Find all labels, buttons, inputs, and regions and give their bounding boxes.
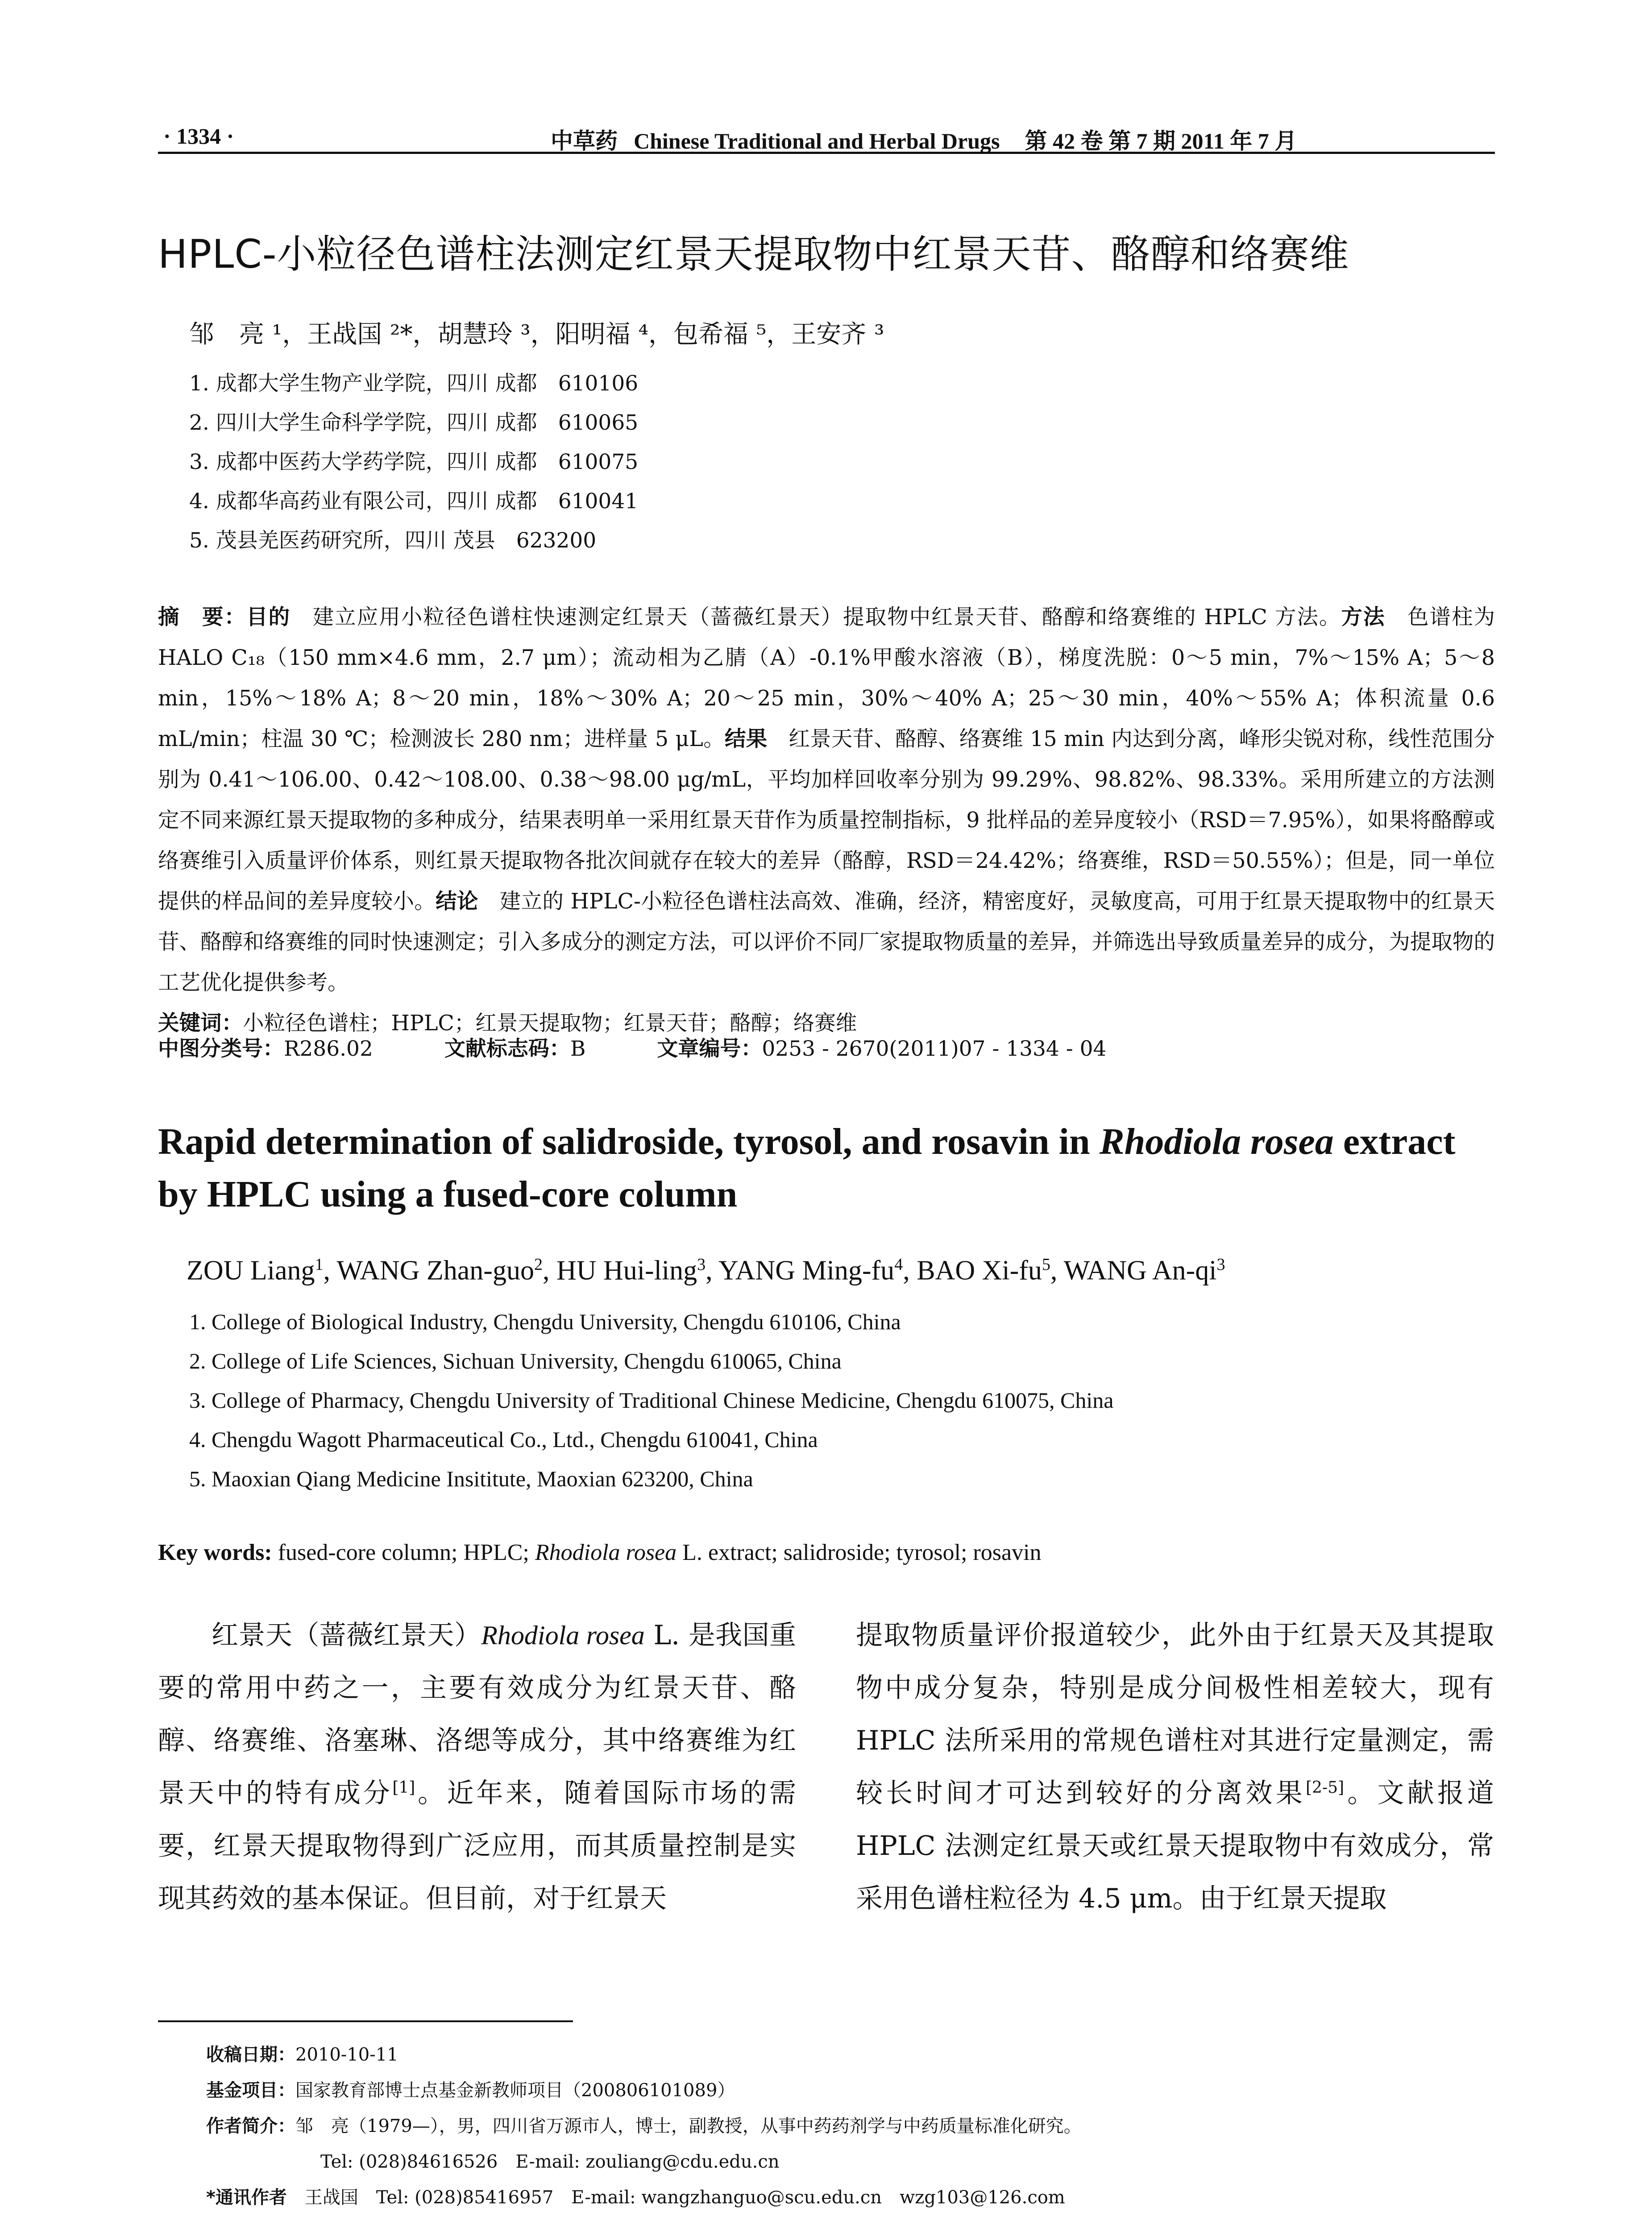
abstract-cn xyxy=(158,597,1495,1044)
title-cn: HPLC-小粒径色谱柱法测定红景天提取物中红景天苷、酪醇和络赛维 xyxy=(158,231,1349,277)
authors-cn: 邹 亮 ¹，王战国 ²*，胡慧玲 ³，阳明福 ⁴，包希福 ⁵，王安齐 ³ xyxy=(189,320,884,349)
clc-value: R286.02 xyxy=(284,1037,373,1061)
affiliation-cn: 3. 成都中医药大学药学院，四川 成都 610075 xyxy=(189,450,639,474)
issue-info: 第 42 卷 第 7 期 2011 年 7 月 xyxy=(1025,129,1297,153)
body-column-left xyxy=(158,1609,796,1925)
affiliation-en: 3. College of Pharmacy, Chengdu University of Traditional Chinese Medicine, Chengdu 610075, China xyxy=(189,1388,1114,1413)
affiliation-cn: 4. 成都华高药业有限公司，四川 成都 610041 xyxy=(189,489,639,514)
article-no-label: 文章编号： xyxy=(657,1037,762,1061)
author-name: HU Hui-ling xyxy=(556,1255,697,1286)
page-number: · 1334 · xyxy=(163,124,234,149)
title-en-part: Rapid determination of salidroside, tyrosol, and rosavin in xyxy=(158,1121,1100,1162)
keywords-cn-label: 关键词： xyxy=(158,1011,243,1036)
keywords-en-species: Rhodiola rosea xyxy=(535,1540,677,1565)
footnote-received xyxy=(206,2037,1082,2073)
footnote-text: 王战国 Tel: (028)85416957 E-mail: wangzhanguo@scu.edu.cn wzg103@126.com xyxy=(286,2187,1065,2208)
body-column-right xyxy=(856,1609,1494,1925)
author-name: WANG Zhan-guo xyxy=(336,1255,534,1286)
article-no-value: 0253 - 2670(2011)07 - 1334 - 04 xyxy=(762,1037,1107,1061)
affiliations-en xyxy=(189,1302,1113,1498)
footnote-label: 收稿日期： xyxy=(206,2044,295,2065)
footnote-label: *通讯作者 xyxy=(206,2187,287,2208)
running-header xyxy=(158,120,1495,155)
author-sup: 2 xyxy=(534,1255,543,1274)
footnotes xyxy=(206,2037,1082,2215)
title-en xyxy=(158,1116,1495,1221)
method-label: 方法 xyxy=(1341,605,1386,630)
author-sup: 1 xyxy=(315,1255,324,1274)
footnote-text: 邹 亮（1979—），男，四川省万源市人，博士，副教授，从事中药药剂学与中药质量标准化研究。 xyxy=(295,2116,1082,2136)
footnote-label: 作者简介： xyxy=(206,2116,295,2136)
authors-en: ZOU Liang$^1$, WANG Zhan-guo$^2$, HU Hui-ling$^3$, YANG Ming-$fu^4$, BAO $Xi-fu^5$, WANG $An-qi^3$ xyxy=(187,1255,1225,1286)
header-rule xyxy=(158,152,1495,154)
author-name: BAO Xi-fu xyxy=(917,1255,1042,1286)
title-en-species: Rhodiola rosea xyxy=(1099,1121,1334,1162)
author-sup: 3 xyxy=(1216,1255,1225,1274)
author-name: YANG Ming-fu xyxy=(718,1255,895,1286)
title-en-part: extract by HPLC using a fused-core column xyxy=(158,1121,1456,1215)
body-text: 。文献报道 HPLC 法测定红景天或红景天提取物中有效成分，常采用色谱柱粒径为 4.5 μm。由于红景天提取 xyxy=(856,1778,1494,1914)
keywords-en xyxy=(158,1539,1042,1566)
result-label: 结果 xyxy=(724,727,768,751)
author-name: WANG An-qi xyxy=(1063,1255,1217,1286)
affiliation-en: 4. Chengdu Wagott Pharmaceutical Co., Ltd., Chengdu 610041, China xyxy=(189,1427,818,1452)
purpose-label: 目的 xyxy=(246,605,291,630)
affiliations-cn xyxy=(189,364,638,560)
purpose-text: 建立应用小粒径色谱柱快速测定红景天（蔷薇红景天）提取物中红景天苷、酪醇和络赛维的 HPLC 方法。 xyxy=(291,605,1341,630)
affiliation-cn: 5. 茂县羌医药研究所，四川 茂县 623200 xyxy=(189,528,597,553)
citation: [1] xyxy=(392,1779,415,1797)
body-text: L. 是我国重要的常用中药之一，主要有效成分为红景天苷、酪醇、络赛维、洛塞琳、洛缌等成分，其中络赛维为红景天中的特有成分 xyxy=(158,1620,797,1809)
author-name: ZOU Liang xyxy=(187,1255,315,1286)
keywords-en-part: fused-core column; HPLC; xyxy=(272,1540,535,1565)
keywords-en-part: L. extract; salidroside; tyrosol; rosavin xyxy=(677,1540,1042,1565)
footnote-text: 国家教育部博士点基金新教师项目（200806101089） xyxy=(295,2080,735,2101)
doc-code-value: B xyxy=(570,1037,586,1061)
citation: [2-5] xyxy=(1305,1779,1345,1797)
method-text: 色谱柱为 HALO C₁₈（150 mm×4.6 mm，2.7 μm）；流动相为乙腈（A）-0.1%甲酸水溶液（B），梯度洗脱：0～5 min，7%～15% A；5～8 min，15%～18% A；8～20 min，18%～30% A；20～25 min，30%～40% A；25～30 min，40%～55% A；体积流量 0.6 mL/min；柱温 30 ℃；检测波长 280 nm；进样量 5 μL。 xyxy=(158,605,1495,751)
footnote-bio xyxy=(206,2108,1082,2144)
conclusion-label: 结论 xyxy=(436,889,478,914)
keywords-cn-text: 小粒径色谱柱；HPLC；红景天提取物；红景天苷；酪醇；络赛维 xyxy=(243,1011,857,1036)
body-text: 红景天（蔷薇红景天） xyxy=(212,1620,481,1651)
journal-name-en: Chinese Traditional and Herbal Drugs xyxy=(634,129,1000,153)
author-sup: 3 xyxy=(697,1255,706,1274)
affiliation-en: 5. Maoxian Qiang Medicine Insititute, Maoxian 623200, China xyxy=(189,1466,753,1491)
author-sup: 5 xyxy=(1042,1255,1050,1274)
body-text: 提取物质量评价报道较少，此外由于红景天及其提取物中成分复杂，特别是成分间极性相差较大，现有 HPLC 法所采用的常规色谱柱对其进行定量测定，需较长时间才可达到较好的分离效果 xyxy=(856,1620,1494,1809)
keywords-en-label: Key words: xyxy=(158,1540,272,1565)
affiliation-en: 2. College of Life Sciences, Sichuan University, Chengdu 610065, China xyxy=(189,1348,842,1373)
doc-code-label: 文献标志码： xyxy=(444,1037,570,1061)
affiliation-en: 1. College of Biological Industry, Chengdu University, Chengdu 610106, China xyxy=(189,1309,901,1334)
affiliation-cn: 2. 四川大学生命科学学院，四川 成都 610065 xyxy=(189,411,639,435)
classification-line xyxy=(158,1032,1106,1062)
journal-name-cn: 中草药 xyxy=(551,128,618,154)
affiliation-cn: 1. 成都大学生物产业学院，四川 成都 610106 xyxy=(189,371,639,396)
conclusion-text: 建立的 HPLC-小粒径色谱柱法高效、准确，经济，精密度好，灵敏度高，可用于红景天提取物中的红景天苷、酪醇和络赛维的同时快速测定；引入多成分的测定方法，可以评价不同厂家提取物质量的差异，并筛选出导致质量差异的成分，为提取物的工艺优化提供参考。 xyxy=(158,889,1495,995)
clc-label: 中图分类号： xyxy=(158,1037,284,1061)
footnote-bio-contact: Tel: (028)84616526 E-mail: zouliang@cdu.edu.cn xyxy=(320,2152,780,2172)
author-sup: 4 xyxy=(894,1255,903,1274)
result-text: 红景天苷、酪醇、络赛维 15 min 内达到分离，峰形尖锐对称，线性范围分别为 0.41～106.00、0.42～108.00、0.38～98.00 μg/mL，平均加样回收率分别为 99.29%、98.82%、98.33%。采用所建立的方法测定不同来源红景天提取物的多种成分，结果表明单一采用红景天苷作为质量控制指标，9 批样品的差异度较小（RSD＝7.95%），如果将酪醇或络赛维引入质量评价体系，则红景天提取物各批次间就存在较大的差异（酪醇，RSD＝24.42%；络赛维，RSD＝50.55%）；但是，同一单位提供的样品间的差异度较小。 xyxy=(158,727,1495,914)
footnote-corresponding xyxy=(206,2180,1082,2215)
footnote-rule xyxy=(158,2020,573,2022)
footnote-label: 基金项目： xyxy=(206,2080,295,2101)
footnote-fund xyxy=(206,2073,1082,2108)
body-text: 。近年来，随着国际市场的需要，红景天提取物得到广泛应用，而其质量控制是实现其药效的基本保证。但目前，对于红景天 xyxy=(158,1778,797,1914)
body-species: Rhodiola rosea xyxy=(481,1621,645,1650)
journal-info xyxy=(551,123,1297,155)
abstract-label: 摘 要： xyxy=(158,605,247,630)
footnote-text: 2010-10-11 xyxy=(295,2044,398,2065)
